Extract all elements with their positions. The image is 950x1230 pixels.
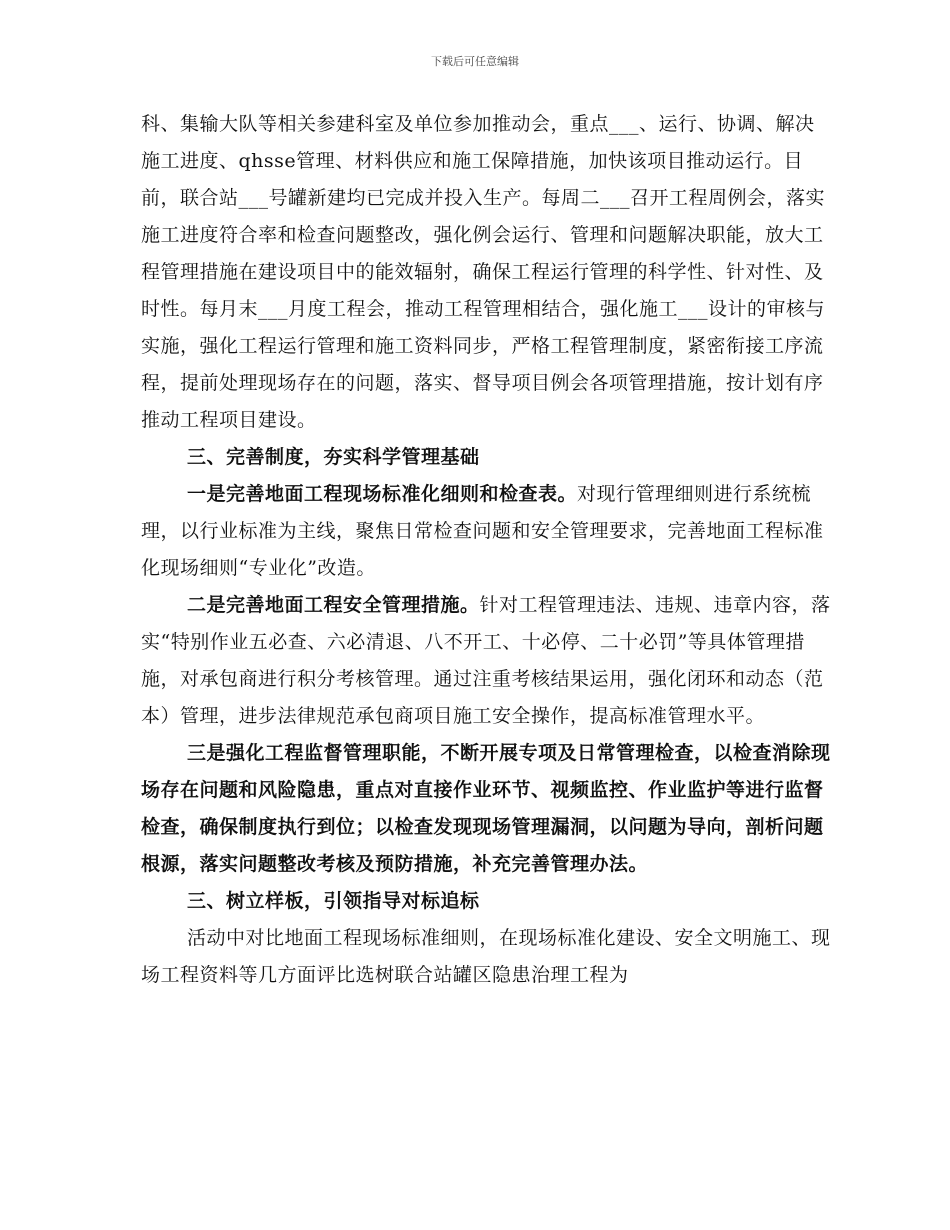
paragraph-safety-measures: [141, 587, 831, 735]
paragraph-benchmark: 活动中对比地面工程现场标准细则，在现场标准化建设、安全文明施工、现场工程资料等几方面评比选树联合站罐区隐患治理工程为: [141, 927, 831, 986]
paragraph-lead-text: 一是完善地面工程现场标准化细则和检查表。: [187, 483, 578, 505]
section-heading-set-example: 三、树立样板，引领指导对标追标: [187, 890, 480, 912]
paragraph-body-text: 对现行管理细则进行系统梳理，以行业标准为主线，聚焦日常检查问题和安全管理要求，完善地面工程标准化现场细则“专业化”改造。: [141, 483, 824, 579]
document-body: [141, 106, 831, 994]
paragraph-project-progress: 科、集输大队等相关参建科室及单位参加推动会，重点___、运行、协调、解决施工进度、qhsse管理、材料供应和施工保障措施，加快该项目推动运行。目前，联合站___号罐新建均已完成并投入生产。每周二___召开工程周例会，落实施工进度符合率和检查问题整改，强化例会运行、管理和问题解决职能，放大工程管理措施在建设项目中的能效辐射，确保工程运行管理的科学性、针对性、及时性。每月末___月度工程会，推动工程管理相结合，强化施工___设计的审核与实施，强化工程运行管理和施工资料同步，严格工程管理制度，紧密衔接工序流程，提前处理现场存在的问题，落实、督导项目例会各项管理措施，按计划有序推动工程项目建设。: [141, 113, 826, 431]
paragraph-standardization: [141, 476, 831, 587]
paragraph-body-text: 针对工程管理违法、违规、违章内容，落实“特别作业五必查、六必清退、八不开工、十必停、二十必罚”等具体管理措施，对承包商进行积分考核管理。通过注重考核结果运用，强化闭环和动态（范本）管理，进步法律规范承包商项目施工安全操作，提高标准管理水平。: [141, 594, 831, 727]
section-heading-improve-system: 三、完善制度，夯实科学管理基础: [187, 446, 480, 468]
paragraph-supervision: 三是强化工程监督管理职能，不断开展专项及日常管理检查，以检查消除现场存在问题和风险隐患，重点对直接作业环节、视频监控、作业监护等进行监督检查，确保制度执行到位；以检查发现现场管理漏洞，以问题为导向，剖析问题根源，落实问题整改考核及预防措施，补充完善管理办法。: [141, 742, 831, 875]
paragraph-lead-text: 二是完善地面工程安全管理措施。: [187, 594, 480, 616]
page-header: 下载后可任意编辑: [431, 55, 519, 68]
